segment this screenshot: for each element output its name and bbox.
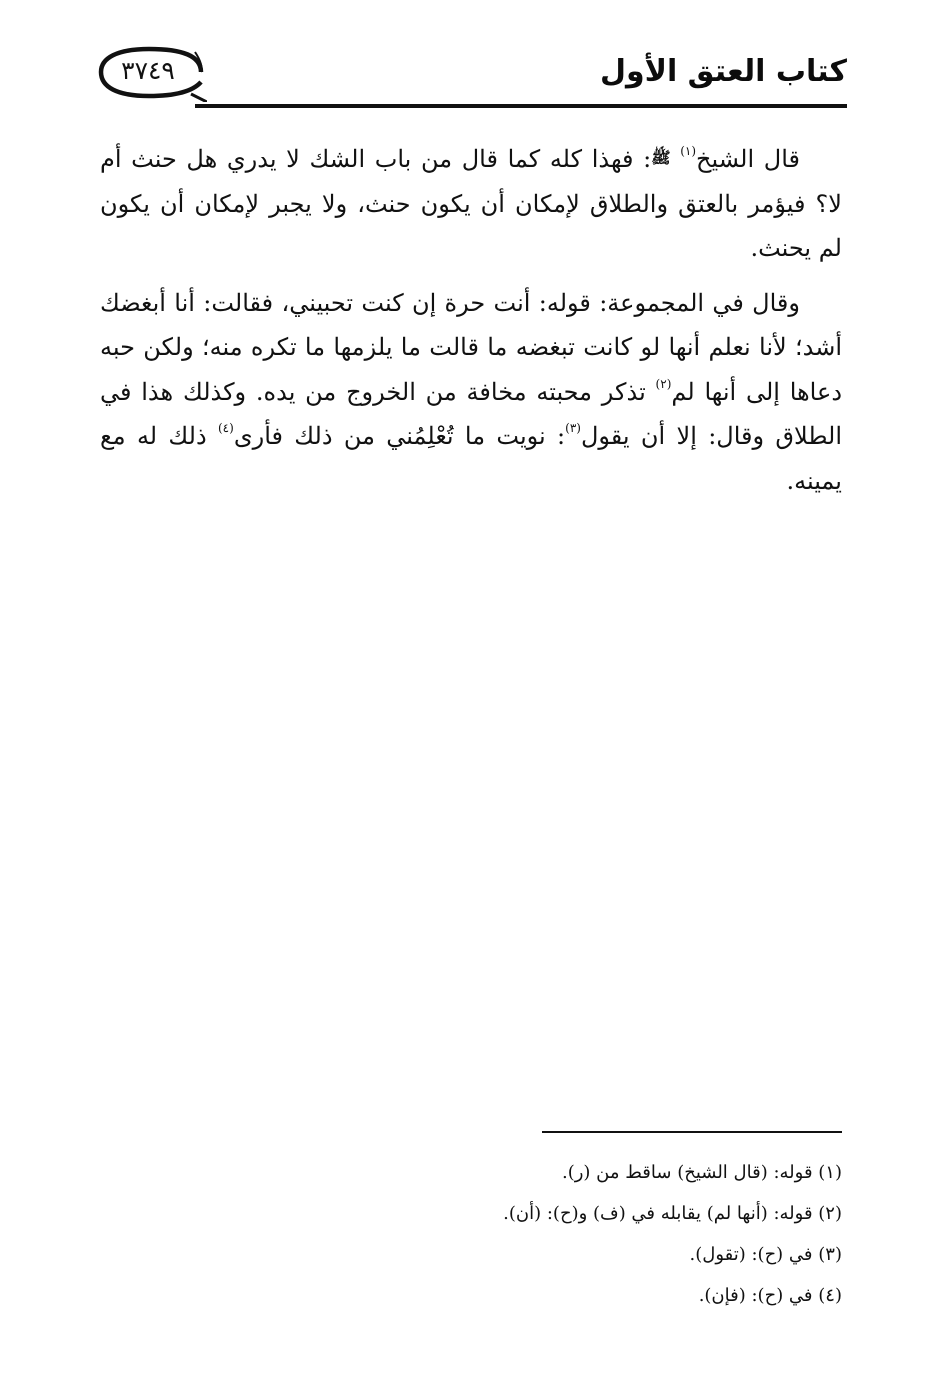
footnote-ref: (٣): [565, 421, 581, 435]
paragraph-2: [100, 281, 842, 504]
footnotes: [142, 1152, 842, 1316]
footnote-ref: (٤): [217, 421, 234, 435]
text-run: : فهذا كله كما قال من باب الشك لا يدري هل حنث أم لا؟ فيؤمر بالعتق والطلاق لإمكان أن يكون حنث، ولا يجبر لإمكان أن يكون لم يحنث.: [100, 145, 842, 262]
text-run: وقال في المجموعة: قوله: أنت حرة إن كنت تحبيني، فقالت: أنا أبغضك أشد؛ لأنا نعلم أنها لو كانت تبغضه ما قالت ما يلزمها ما تكره منه؛ ولكن حبه دعاها إلى أنها لم: [100, 288, 843, 406]
text-run: تذكر محبته مخافة من الخروج من يده. وكذلك هذا في الطلاق وقال: إلا أن يقول: [100, 377, 843, 450]
main-text: [100, 136, 842, 513]
footnote-4: (٤) في (ح): (فإن).: [698, 1285, 842, 1306]
page-number-badge: [95, 44, 207, 102]
footnote-ref: (١): [680, 144, 697, 158]
paragraph-1: [100, 136, 842, 271]
text-run: : نويت ما تُعْلِمُني من ذلك فأرى: [233, 422, 566, 450]
text-run: ذلك له مع يمينه.: [100, 422, 842, 495]
text-run: قال الشيخ: [696, 145, 800, 173]
page-header: [95, 42, 847, 112]
footnote-separator: [542, 1131, 842, 1133]
footnote-1: (١) قوله: (قال الشيخ) ساقط من (ر).: [561, 1162, 842, 1183]
book-title: كتاب العتق الأول: [599, 54, 847, 89]
header-rule: [195, 104, 847, 108]
page-number: ٣٧٤٩: [121, 56, 175, 85]
footnote-2: (٢) قوله: (أنها لم) يقابله في (ف) و(ح): (أن).: [503, 1203, 842, 1224]
footnote-ref: (٢): [655, 376, 672, 391]
honorific-symbol: ﷺ: [651, 148, 671, 167]
footnote-3: (٣) في (ح): (تقول).: [689, 1244, 842, 1265]
